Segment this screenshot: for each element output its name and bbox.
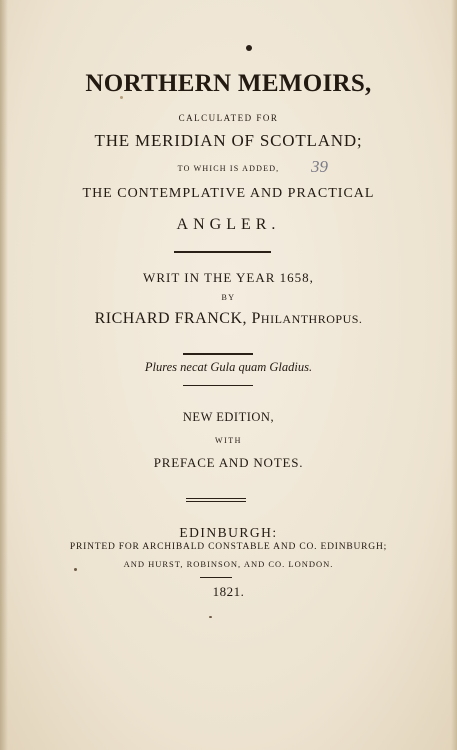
imprint-publishers-london: AND HURST, ROBINSON, AND CO. LONDON. [123,559,334,569]
imprint-year: 1821. [212,584,245,599]
with-label: WITH [215,436,242,445]
preface-label: PREFACE AND NOTES. [153,455,304,470]
imprint-place: EDINBURGH: [179,525,278,540]
author-epithet-rest: HILANTHROPUS. [260,312,363,326]
double-divider-rule [186,498,246,502]
subtitle-angler: ANGLER. [176,216,281,233]
subtitle-calculated-for: CALCULATED FOR [178,113,279,123]
book-title: NORTHERN MEMOIRS, [85,70,372,97]
divider-rule [183,353,253,355]
pencil-annotation [309,155,339,177]
by-label: BY [221,293,236,302]
divider-rule [174,251,271,253]
date-written: WRIT IN THE YEAR 1658, [143,270,314,285]
pencil-note-text: 39 [311,157,328,176]
subtitle-contemplative: THE CONTEMPLATIVE AND PRACTICAL [82,186,375,201]
divider-rule [200,577,232,578]
edition-label: NEW EDITION, [182,410,275,424]
author-epithet-initial: P [251,310,261,327]
author-line [0,310,457,328]
motto: Plures necat Gula quam Gladius. [144,360,313,374]
author-name: RICHARD FRANCK, [94,310,252,327]
subtitle-meridian: THE MERIDIAN OF SCOTLAND; [94,131,363,150]
ink-spot [246,45,252,51]
subtitle-to-which-is-added: TO WHICH IS ADDED, [177,164,280,173]
imprint-publishers: PRINTED FOR ARCHIBALD CONSTABLE AND CO. EDINBURGH; [69,542,388,552]
divider-rule [183,385,253,386]
foxing-spot [209,616,212,618]
